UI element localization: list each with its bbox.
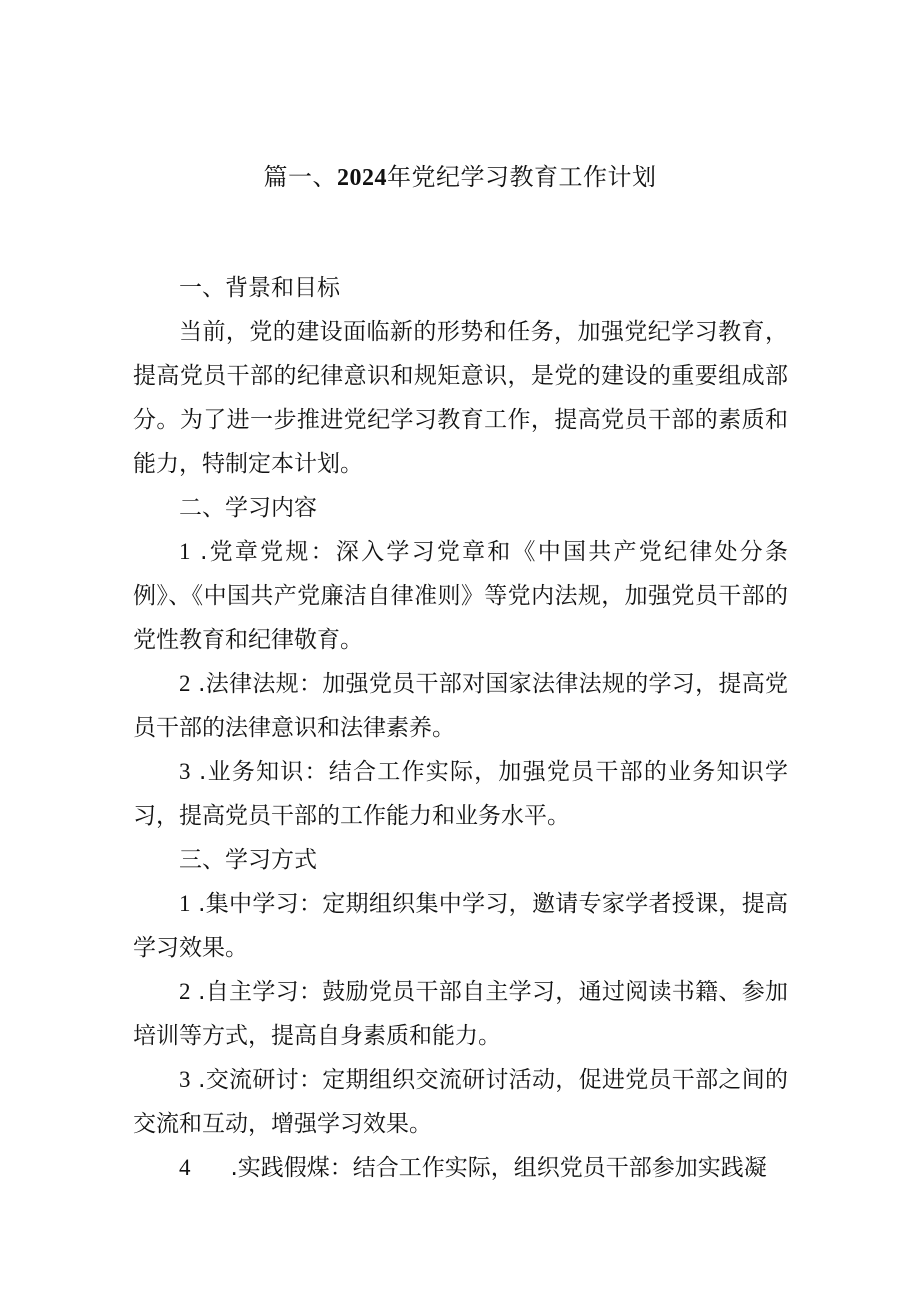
- method-item: [133, 1146, 788, 1190]
- document-body: [133, 266, 788, 1190]
- title-year: 2024: [337, 165, 387, 191]
- section-heading-methods: 三、学习方式: [179, 847, 317, 873]
- item-text: .交流研讨：定期组织交流研讨活动，促进党员干部之间的交流和互动，增强学习效果。: [133, 1067, 789, 1137]
- title-prefix: 篇一、: [263, 163, 337, 191]
- item-text: .集中学习：定期组织集中学习，邀请专家学者授课，提高学习效果。: [133, 891, 789, 961]
- content-item: [133, 530, 788, 662]
- item-number: 2: [179, 671, 191, 696]
- method-item: [133, 1058, 788, 1146]
- item-text: .实践假煤：结合工作实际，组织党员干部参加实践凝: [230, 1155, 767, 1181]
- item-number: 3: [179, 759, 191, 784]
- item-text: .法律法规：加强党员干部对国家法律法规的学习，提高党员干部的法律意识和法律素养。: [133, 671, 789, 741]
- section-heading-content: 二、学习内容: [179, 495, 317, 521]
- item-number: 1: [179, 891, 191, 916]
- section-heading-background: 一、背景和目标: [179, 275, 340, 301]
- item-number: 4: [179, 1155, 191, 1180]
- content-item: [133, 750, 788, 838]
- item-text: .业务知识：结合工作实际，加强党员干部的业务知识学习，提高党员干部的工作能力和业务水平。: [133, 759, 788, 829]
- item-number: 2: [179, 979, 191, 1004]
- item-text: .党章党规：深入学习党章和《中国共产党纪律处分条例》、《中国共产党廉洁自律准则》等党内法规，加强党员干部的党性教育和纪律敬育。: [133, 539, 789, 653]
- document-title: [0, 160, 920, 195]
- content-item: [133, 662, 788, 750]
- item-text: .自主学习：鼓励党员干部自主学习，通过阅读书籍、参加培训等方式，提高自身素质和能力。: [133, 979, 789, 1049]
- method-item: [133, 970, 788, 1058]
- item-number: 1: [179, 539, 191, 564]
- method-item: [133, 882, 788, 970]
- background-paragraph: 当前，党的建设面临新的形势和任务，加强党纪学习教育，提高党员干部的纪律意识和规矩意识，是党的建设的重要组成部分。为了进一步推进党纪学习教育工作，提高党员干部的素质和能力，特制定本计划。: [133, 319, 788, 477]
- item-number: 3: [179, 1067, 191, 1092]
- title-rest: 年党纪学习教育工作计划: [387, 163, 657, 191]
